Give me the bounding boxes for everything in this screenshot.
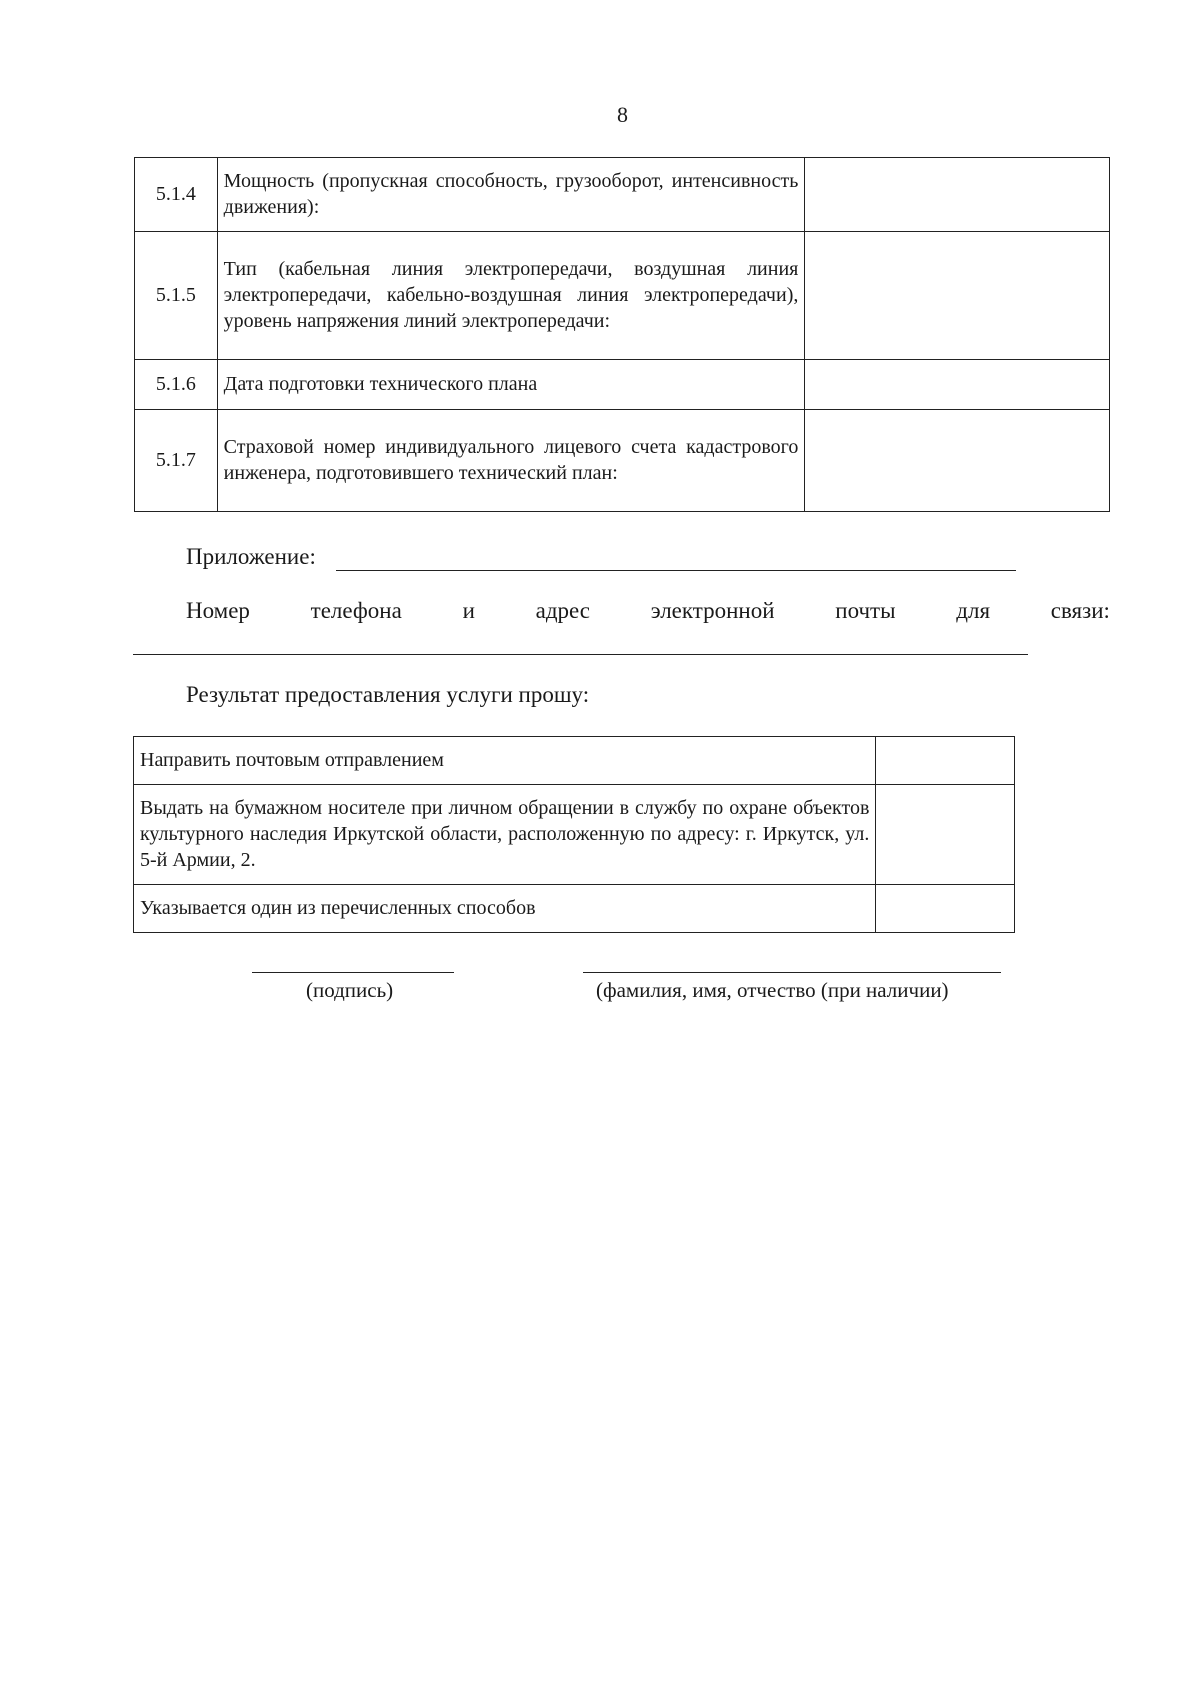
signature-caption: (подпись) [306,978,394,1002]
contact-label [186,598,1110,624]
row-value-cell[interactable] [805,232,1110,360]
contact-word: и [462,598,475,623]
delivery-option-mark-cell[interactable] [876,785,1015,885]
row-description: Страховой номер индивидуального лицевого счета кадастрового инженера, подготовившего технический план: [217,410,805,512]
table-row [134,737,1015,785]
contact-word: Номер [186,598,250,623]
table-row [135,360,1110,410]
delivery-option-mark-cell[interactable] [876,885,1015,933]
table-row [134,885,1015,933]
contact-word: телефона [310,598,402,623]
signature-field[interactable] [252,972,454,973]
row-value-cell[interactable] [805,360,1110,410]
table-row [134,785,1015,885]
contact-word: почты [835,598,896,623]
row-value-cell[interactable] [805,410,1110,512]
full-name-caption: (фамилия, имя, отчество (при наличии) [596,978,949,1002]
row-value-cell[interactable] [805,158,1110,232]
row-number: 5.1.4 [135,158,218,232]
full-name-field[interactable] [583,972,1001,973]
contact-word: связи: [1050,598,1110,623]
row-description: Тип (кабельная линия электропередачи, воздушная линия электропередачи, кабельно-воздушная линия электропередачи), уровень напряжения линий электропередачи: [217,232,805,360]
contact-field[interactable] [133,654,1028,655]
row-number: 5.1.6 [135,360,218,410]
row-description: Мощность (пропускная способность, грузооборот, интенсивность движения): [217,158,805,232]
row-description: Дата подготовки технического плана [217,360,805,410]
delivery-option-label: Выдать на бумажном носителе при личном обращении в службу по охране объектов культурного наследия Иркутской области, расположенную по адресу: г. Иркутск, ул. 5-й Армии, 2. [134,785,876,885]
delivery-option-label: Указывается один из перечисленных способов [134,885,876,933]
delivery-option-mark-cell[interactable] [876,737,1015,785]
delivery-method-table [133,736,1015,933]
contact-word: для [956,598,991,623]
page-number: 8 [617,102,628,127]
row-number: 5.1.5 [135,232,218,360]
table-row [135,232,1110,360]
result-label: Результат предоставления услуги прошу: [186,682,590,707]
table-row [135,158,1110,232]
row-number: 5.1.7 [135,410,218,512]
attachment-label: Приложение: [186,544,316,569]
table-row [135,410,1110,512]
contact-word: электронной [650,598,775,623]
specification-table [134,157,1110,512]
attachment-field[interactable] [336,570,1016,571]
contact-word: адрес [535,598,591,623]
delivery-option-label: Направить почтовым отправлением [134,737,876,785]
